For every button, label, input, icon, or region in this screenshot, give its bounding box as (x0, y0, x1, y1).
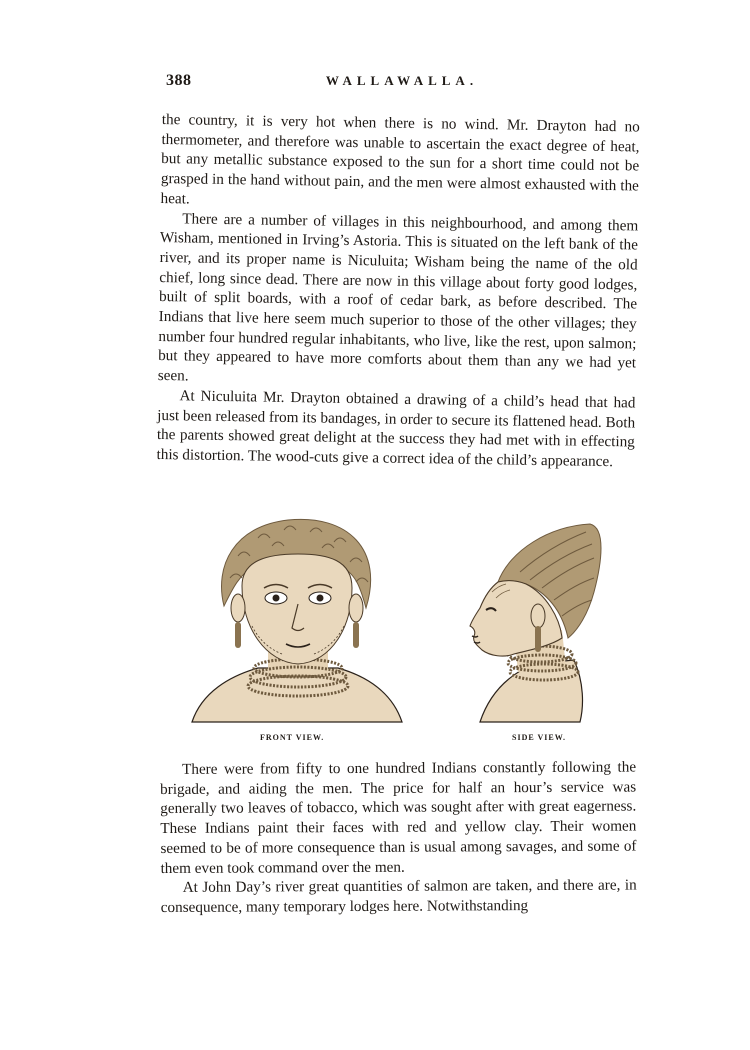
paragraph: At Niculuita Mr. Drayton obtained a drawing of a child’s head that had just been released from its bandages, in order to secure its flattened head. Both the parents showed great delight at the success they had met with in effecting this distortion. The wood-cuts give a correct idea of the child’s appearance. (156, 387, 636, 471)
text-block-bottom (160, 758, 637, 918)
side-view-caption: SIDE VIEW. (512, 733, 567, 742)
front-earring-right (353, 622, 359, 648)
front-view-illustration (188, 516, 408, 726)
text-block-top (156, 110, 640, 472)
paragraph: There are a number of villages in this neighbourhood, and among them Wisham, mentioned in Irving’s Astoria. This is situated on the left bank of the river, and its proper name is Niculuita; Wisham being the name of the old chief, long since dead. There are now in this village about forty good lodges, built of split boards, with a roof of cedar bark, as before described. The Indians that live here seem much superior to those of the other villages; they number four hundred regular inhabitants, who live, like the rest, upon salmon; but they appeared to have more comforts about them than any we had yet seen. (157, 209, 639, 385)
paragraph: There were from fifty to one hundred Indians constantly following the brigade, and aiding the men. The price for half an hour’s service was generally two leaves of tobacco, which was sought after with great eagerness. These Indians paint their faces with red and yellow clay. Their women seemed to be of more consequence than is usual among savages, and some of them even took command over the men. (160, 758, 637, 877)
front-ear-right (349, 594, 363, 622)
paragraph: At John Day’s river great quantities of salmon are taken, and there are, in consequence, many temporary lodges here. Notwithstanding (160, 876, 637, 916)
side-ear (531, 604, 545, 628)
paragraph: the country, it is very hot when there is no wind. Mr. Drayton had no thermometer, and therefore was unable to ascertain the exact degree of heat, but any metallic substance exposed to the sun for a short time could not be grasped in the hand without pain, and the men were almost exhausted with the heat. (160, 110, 640, 208)
front-earring-left (235, 622, 241, 648)
front-pupil-right (317, 595, 324, 602)
page-number: 388 (166, 72, 192, 89)
front-ear-left (231, 594, 245, 622)
front-view-caption: FRONT VIEW. (260, 733, 325, 742)
page-header (166, 72, 638, 94)
side-view-illustration (450, 522, 610, 727)
front-pupil-left (273, 595, 280, 602)
side-earring (535, 626, 541, 652)
running-title: WALLAWALLA. (325, 73, 479, 88)
